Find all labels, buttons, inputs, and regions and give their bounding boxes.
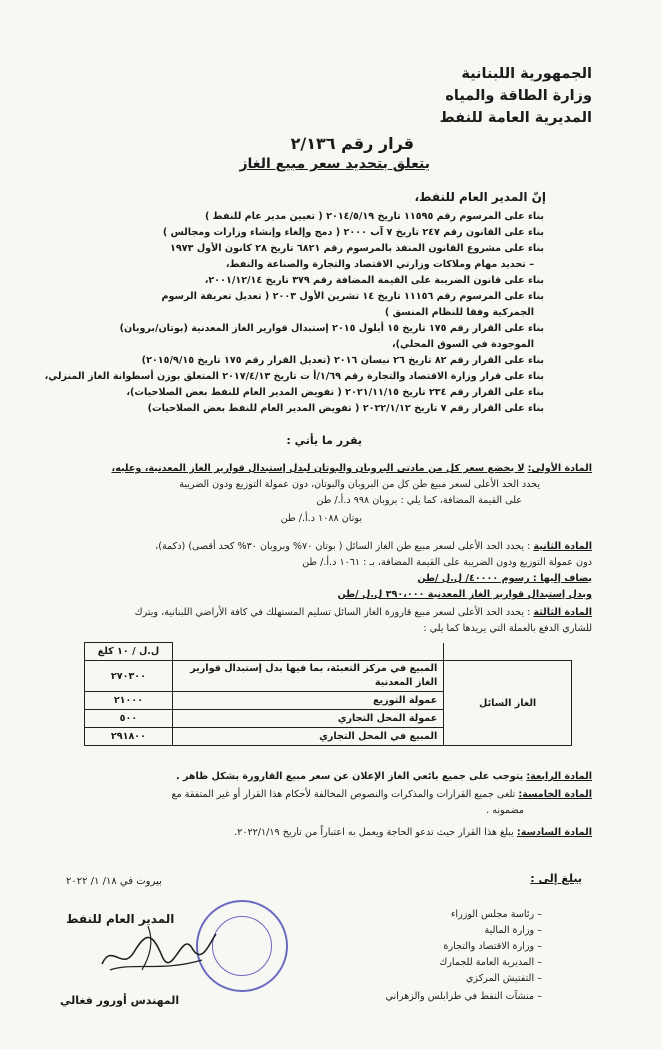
recipient-item: – وزارة المالية [484,925,542,936]
preamble-line: – تحديد مهام وملاكات وزارتي الاقتصاد والتجارة والصناعة والنفط، [225,259,534,270]
table-empty-cell [444,643,572,661]
preamble-line: بناء على القرار رقم ٧ تاريخ ٢٠٢٢/١/١٢ ( تفويض المدير العام للنفط بعض الصلاحيات) [147,403,544,414]
article5-label: المادة الخامسة: [518,789,592,800]
table-cell-value: ٢١٠٠٠ [85,692,173,710]
article3-line1: : يحدد الحد الأعلى لسعر مبيع قارورة الغاز السائل تسليم المستهلك في كافة الأراضي اللبنانية، ويترك [134,607,531,618]
preamble-line: بناء على القانون رقم ٢٤٧ تاريخ ٧ آب ٢٠٠٠ ( دمج وإلغاء وإنشاء وزارات ومجالس ) [162,227,544,238]
article5-line1: تلغى جميع القرارات والمذكرات والنصوص المخالفة لأحكام هذا القرار أو غير المتفقة مع [171,789,516,800]
table-row [85,661,572,692]
directorate-header: المديرية العامة للنفط [439,110,592,126]
article1-line4: بوتان ١٠٨٨ د.أ./ طن [280,513,362,524]
price-table [84,642,572,746]
preamble-line: الموجودة في السوق المحلي)، [392,339,534,350]
article1-line2: يحدد الحد الأعلى لسعر مبيع طن كل من البروبان والبوتان، دون عمولة التوزيع ودون الضريبة [179,479,540,490]
preamble-line: بناء على القرار رقم ١٧٥ تاريخ ١٥ أيلول ٢٠١٥ إستبدال قوارير الغاز المعدنية (بوتان/بروبان) [119,323,544,334]
article4 [176,770,592,784]
article1-line3: على القيمة المضافة، كما يلي : بروبان ٩٩٨ د.أ./ طن [316,495,522,506]
article1-label: المادة الأولى: [527,463,592,474]
preamble-line: الجمركية وفقا للنظام المنسق ) [384,307,534,318]
place-date: بيروت في ١٨/ ١/ ٢٠٢٢ [66,876,162,887]
article4-label: المادة الرابعة: [526,771,592,782]
table-cell-label: عمولة التوزيع [172,692,443,710]
article6-label: المادة السادسة: [516,827,592,838]
recipient-item: – رئاسة مجلس الوزراء [450,909,542,920]
article5-line2: مضمونه . [486,805,524,816]
table-cell-label: عمولة المحل التجاري [172,710,443,728]
article1-headline: لا يخضع سعر كل من مادتي البروبان والبوتان لبدل إستبدال قوارير الغاز المعدنية، وعليه، [111,463,525,474]
article2-label: المادة الثانية [533,541,592,552]
preamble-line: بناء على القرار رقم ٨٢ تاريخ ٢٦ نيسان ٢٠١٦ (تعديل القرار رقم ١٧٥ تاريخ ٢٠١٥/٩/١٥) [141,355,544,366]
republic-header: الجمهورية اللبنانية [461,66,592,82]
table-unit-header: ل.ل / ١٠ كلغ [85,643,173,661]
article1-first-line [112,462,592,476]
article2-line2: دون عمولة التوزيع ودون الضريبة على القيمة المضافة، بـ : ١٠٦١ د.أ./ طن [302,557,592,568]
preamble-line: بناء على مشروع القانون المنفذ بالمرسوم رقم ٦٨٢١ تاريخ ٢٨ كانون الأول ١٩٧٣ [170,243,544,254]
decides-heading: يقرر ما يأتي : [286,434,362,447]
distribution-title: يبلغ إلى : [530,872,582,885]
table-header-row [85,643,572,661]
table-empty-cell [172,643,443,661]
table-cell-label: المبيع في مركز التعبئة، بما فيها بدل إستبدال قوارير الغاز المعدنية [172,661,443,692]
preamble-line: بناء على المرسوم رقم ١١٥٩٥ تاريخ ٢٠١٤/٥/١٩ ( تعيين مدير عام للنفط ) [204,211,544,222]
table-cell-value: ٢٧٠٣٠٠ [85,661,173,692]
article2-line3: يضاف إليها : رسوم ٤٠٠٠٠/ ل.ل /طن [417,573,592,584]
article2-first-line [155,540,592,554]
recipient-item: – المديرية العامة للجمارك [439,957,542,968]
preamble-line: بناء على قانون الضريبة على القيمة المضافة رقم ٣٧٩ تاريخ ٢٠٠١/١٢/١٤، [204,275,544,286]
decision-number: قرار رقم ٢/١٣٦ [290,134,414,153]
table-group-label: الغاز السائل [444,661,572,746]
article3-line2: للشاري الدفع بالعملة التي يريدها كما يلي : [423,623,592,634]
recipient-item: – منشآت النفط في طرابلس والزهراني [385,991,542,1002]
preamble-intro: إنّ المدير العام للنفط، [414,190,546,204]
recipient-item: – وزارة الاقتصاد والتجارة [443,941,542,952]
table-cell-label: المبيع في المحل التجاري [172,728,443,746]
article5 [172,788,592,802]
article2-line1: : يحدد الحد الأعلى لسعر مبيع طن الغاز السائل ( بوتان ٧٠% وبروبان ٣٠% كحد أقصى) (دكمة)، [155,541,531,552]
signer-title: المدير العام للنفط [66,912,175,926]
article6-text: يبلغ هذا القرار حيث تدعو الحاجة ويعمل به اعتباراً من تاريخ ٢٠٢٢/١/١٩. [234,827,514,838]
article4-text: يتوجب على جميع بائعي الغاز الإعلان عن سعر مبيع القارورة بشكل ظاهر . [175,771,524,782]
signature [92,912,222,982]
signer-name: المهندس أورور فغالي [60,994,180,1007]
table-cell-value: ٥٠٠ [85,710,173,728]
article6 [234,826,592,840]
article3-label: المادة الثالثة [533,607,592,618]
article3-first-line [135,606,592,620]
article2-line4: وبدل إستبدال قوارير الغاز المعدنية ٣٩٠،٠٠٠ ل.ل /طن [337,589,592,600]
decision-subject: يتعلق بتحديد سعر مبيع الغاز [239,156,430,172]
preamble-line: بناء على قرار وزارة الاقتصاد والتجارة رقم ١/٦٩/أ ت تاريخ ٢٠١٧/٤/١٣ المتعلق بوزن أسطوانة الغاز المنزلي، [44,371,544,382]
preamble-line: بناء على المرسوم رقم ١١١٥٦ تاريخ ١٤ تشرين الأول ٢٠٠٣ ( تعديل تعريفة الرسوم [161,291,544,302]
recipient-item: – التفتيش المركزي [465,973,542,984]
preamble-line: بناء على القرار رقم ٢٣٤ تاريخ ٢٠٢١/١١/١٥ ( تفويض المدير العام للنفط بعض الصلاحيات)، [126,387,544,398]
ministry-header: وزارة الطاقة والمياه [445,88,592,104]
table-cell-value: ٢٩١٨٠٠ [85,728,173,746]
